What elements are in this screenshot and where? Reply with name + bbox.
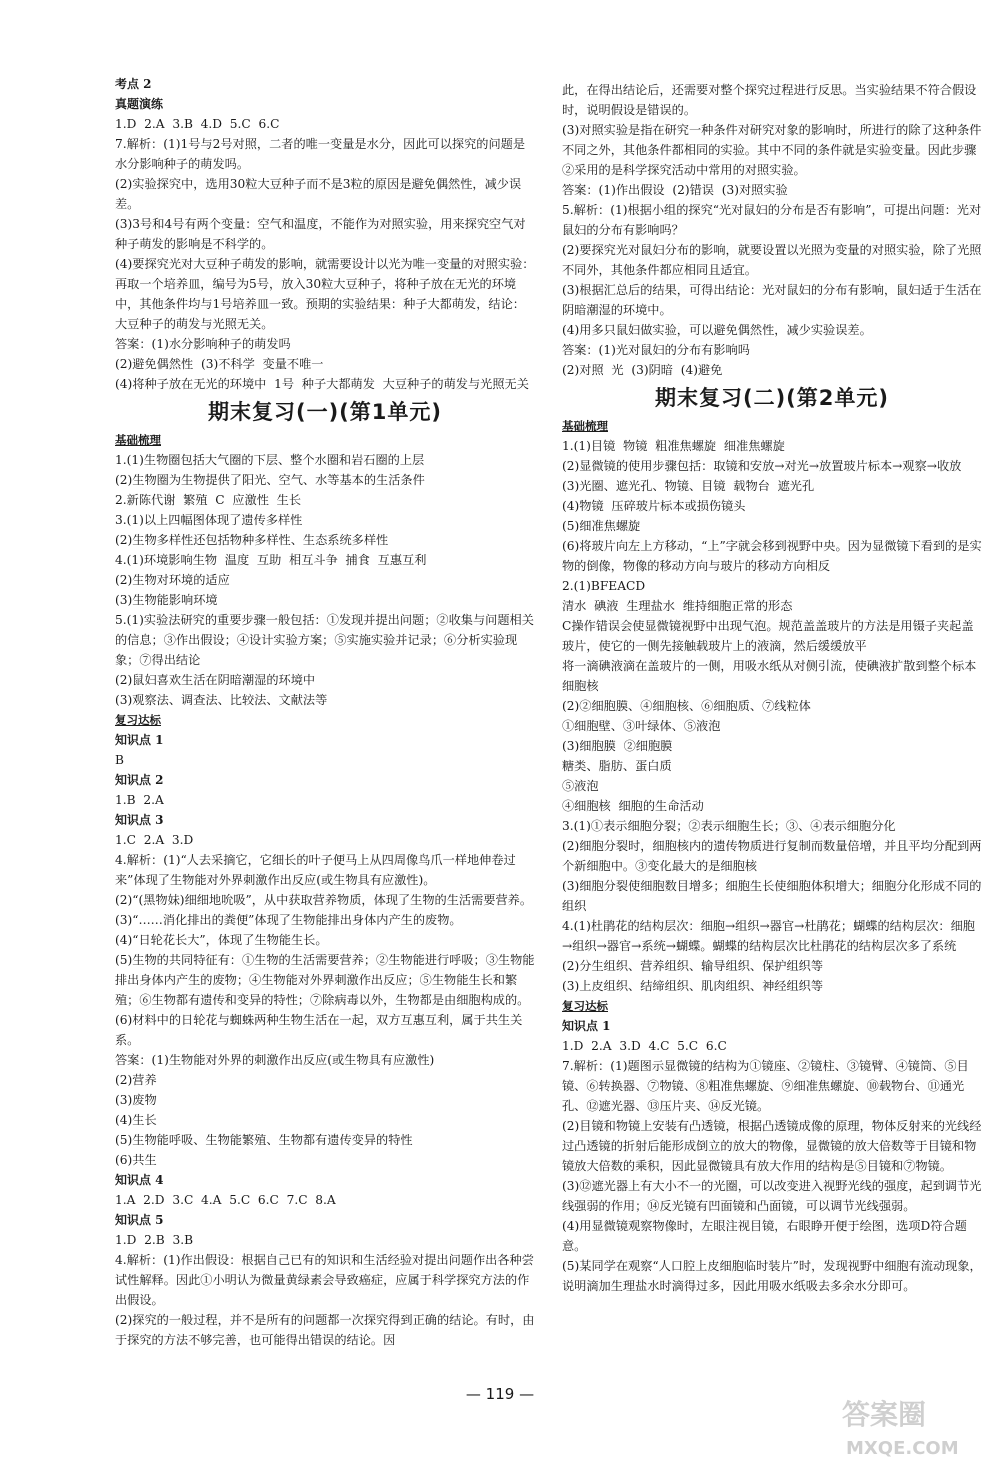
left-column xyxy=(115,74,535,1350)
text-line: (6)共生 xyxy=(115,1153,157,1167)
text-line: (2)对照 光 (3)阴暗 (4)避免 xyxy=(562,363,723,377)
text-line: (2)目镜和物镜上安装有凸透镜，根据凸透镜成像的原理，物体反射来的光线经过凸透镜的折射后能形成倒立的放大的物像，显微镜的放大倍数等于目镜和物镜放大倍数的乘积，因此显微镜具有放大作用的结构是⑤目镜和⑦物镜。 xyxy=(562,1119,982,1173)
text-line: 4.解析：(1)作出假设：根据自己已有的知识和生活经验对提出问题作出各种尝试性解释。因此①小明认为微量黄绿素会导致癌症，应属于科学探究方法的作出假设。 xyxy=(115,1253,534,1307)
knowledge-point-heading: 知识点 2 xyxy=(115,773,164,787)
text-line: (4)生长 xyxy=(115,1113,157,1127)
text-line: (2)避免偶然性 (3)不科学 变量不唯一 xyxy=(115,357,324,371)
text-line: 答案：(1)光对鼠妇的分布有影响吗 xyxy=(562,343,750,357)
text-line: (3)⑫遮光器上有大小不一的光圈，可以改变进入视野光线的强度，起到调节光线强弱的作用；⑭反光镜有凹面镜和凸面镜，可以调节光线强弱。 xyxy=(562,1179,982,1213)
text-line: 1.(1)生物圈包括大气圈的下层、整个水圈和岩石圈的上层 xyxy=(115,453,425,467)
text-line: (4)“日轮花长大”，体现了生物能生长。 xyxy=(115,933,328,947)
text-line: 将一滴碘液滴在盖玻片的一侧，用吸水纸从对侧引流，使碘液扩散到整个标本 细胞核 xyxy=(562,659,985,693)
text-line: (3)废物 xyxy=(115,1093,157,1107)
knowledge-point-heading: 知识点 1 xyxy=(562,1019,611,1033)
text-line: (2)鼠妇喜欢生活在阴暗潮湿的环境中 xyxy=(115,673,316,687)
watermark-text: 答案圈 xyxy=(842,1398,927,1431)
text-line: 4.(1)杜鹃花的结构层次：细胞→组织→器官→杜鹃花；蝴蝶的结构层次：细胞→组织→器官→系统→蝴蝶。蝴蝶的结构层次比杜鹃花的结构层次多了系统 xyxy=(562,919,975,953)
subsection-heading: 复习达标 xyxy=(115,713,161,727)
section-title: 期末复习(一)(第1单元) xyxy=(207,400,442,424)
knowledge-point-heading: 知识点 4 xyxy=(115,1173,164,1187)
text-line: 1.D 2.A 3.B 4.D 5.C 6.C xyxy=(115,117,280,131)
text-line: (3)细胞分裂使细胞数目增多；细胞生长使细胞体积增大；细胞分化形成不同的组织 xyxy=(562,879,982,913)
text-line: (2)要探究光对鼠妇分布的影响，就要设置以光照为变量的对照实验，除了光照不同外，其他条件都应相同且适宜。 xyxy=(562,243,982,277)
text-line: (4)要探究光对大豆种子萌发的影响，就需要设计以光为唯一变量的对照实验：再取一个培养皿，编号为5号，放入30粒大豆种子，将种子放在无光的环境中，其他条件均与1号培养皿一致。预期的实验结果：种子大都萌发，结论：大豆种子的萌发与光照无关。 xyxy=(115,257,535,331)
knowledge-point-heading: 知识点 5 xyxy=(115,1213,164,1227)
text-line: 1.A 2.D 3.C 4.A 5.C 6.C 7.C 8.A xyxy=(115,1193,336,1207)
text-line: (4)将种子放在无光的环境中 1号 种子大都萌发 大豆种子的萌发与光照无关 xyxy=(115,377,529,391)
text-line: (2)生物多样性还包括物种多样性、生态系统多样性 xyxy=(115,533,389,547)
text-line: (2)营养 xyxy=(115,1073,157,1087)
text-line: 2.新陈代谢 繁殖 C 应激性 生长 xyxy=(115,493,302,507)
page-number: — 119 — xyxy=(465,1385,535,1403)
knowledge-point-heading: 考点 2 xyxy=(115,77,152,91)
text-line: (5)生物能呼吸、生物能繁殖、生物都有遗传变异的特性 xyxy=(115,1133,413,1147)
text-line: (4)用显微镜观察物像时，左眼注视目镜，右眼睁开便于绘图，选项D符合题意。 xyxy=(562,1219,967,1253)
text-line: 3.(1)以上四幅图体现了遗传多样性 xyxy=(115,513,303,527)
text-line: (2)细胞分裂时，细胞核内的遗传物质进行复制而数量倍增，并且平均分配到两个新细胞中。③变化最大的是细胞核 xyxy=(562,839,982,873)
text-line: ①细胞壁、③叶绿体、⑤液泡 xyxy=(562,719,721,733)
text-line: (2)分生组织、营养组织、输导组织、保护组织等 xyxy=(562,959,824,973)
text-line: (5)生物的共同特征有：①生物的生活需要营养；②生物能进行呼吸；③生物能排出身体内产生的废物；④生物能对外界刺激作出反应；⑤生物能生长和繁殖；⑥生物都有遗传和变异的特性；⑦除病毒以外，生物都是由细胞构成的。 xyxy=(115,953,535,1007)
knowledge-point-heading: 真题演练 xyxy=(115,97,164,111)
text-line: ⑤液泡 xyxy=(562,779,599,793)
text-line: (4)用多只鼠妇做实验，可以避免偶然性，减少实验误差。 xyxy=(562,323,872,337)
text-line: (6)将玻片向左上方移动，“上”字就会移到视野中央。因为显微镜下看到的是实物的倒像，物像的移动方向与玻片的移动方向相反 xyxy=(562,539,982,573)
text-line: (6)材料中的日轮花与蜘蛛两种生物生活在一起，双方互惠互利，属于共生关系。 xyxy=(115,1013,523,1047)
text-line: (3)光圈、遮光孔、物镜、目镜 载物台 遮光孔 xyxy=(562,479,815,493)
text-line: 清水 碘液 生理盐水 维持细胞正常的形态 xyxy=(562,599,793,613)
knowledge-point-heading: 知识点 1 xyxy=(115,733,164,747)
text-line: 3.(1)①表示细胞分裂；②表示细胞生长；③、④表示细胞分化 xyxy=(562,819,896,833)
text-line: B xyxy=(115,753,124,767)
text-line: 4.解析：(1)“人去采摘它，它细长的叶子便马上从四周像鸟爪一样地伸卷过来”体现了生物能对外界刺激作出反应(或生物具有应激性)。 xyxy=(115,853,516,887)
subsection-heading: 复习达标 xyxy=(562,999,608,1013)
text-line: 1.D 2.B 3.B xyxy=(115,1233,194,1247)
text-line: 2.(1)BFEACD xyxy=(562,579,646,593)
text-line: (2)生物圈为生物提供了阳光、空气、水等基本的生活条件 xyxy=(115,473,425,487)
text-line: C操作错误会使显微镜视野中出现气泡。规范盖盖玻片的方法是用镊子夹起盖玻片，使它的一侧先接触载玻片上的液滴，然后缓缓放平 xyxy=(562,619,974,653)
text-line: (3)对照实验是指在研究一种条件对研究对象的影响时，所进行的除了这种条件不同之外，其他条件都相同的实验。其中不同的条件就是实验变量。因此步骤②采用的是科学探究活动中常用的对照实验。 xyxy=(562,123,982,177)
text-line: (3)根据汇总后的结果，可得出结论：光对鼠妇的分布有影响，鼠妇适于生活在阴暗潮湿的环境中。 xyxy=(562,283,982,317)
subsection-heading: 基础梳理 xyxy=(562,419,608,433)
text-line: (3)生物能影响环境 xyxy=(115,593,218,607)
text-line: (2)“(黑物妹)细细地吮吸”，从中获取营养物质，体现了生物的生活需要营养。 xyxy=(115,893,533,907)
text-line: 1.C 2.A 3.D xyxy=(115,833,194,847)
text-line: 1.D 2.A 3.D 4.C 5.C 6.C xyxy=(562,1039,727,1053)
text-line: 糖类、脂肪、蛋白质 xyxy=(562,759,672,773)
text-line: ④细胞核 细胞的生命活动 xyxy=(562,799,704,813)
text-line: 4.(1)环境影响生物 温度 互助 相互斗争 捕食 互惠互利 xyxy=(115,553,427,567)
text-line: 1.B 2.A xyxy=(115,793,164,807)
text-line: 7.解析：(1)题图示显微镜的结构为①镜座、②镜柱、③镜臂、④镜筒、⑤目镜、⑥转换器、⑦物镜、⑧粗准焦螺旋、⑨细准焦螺旋、⑩载物台、⑪通光孔、⑫遮光器、⑬压片夹、⑭反光镜。 xyxy=(562,1059,969,1113)
text-line: (2)探究的一般过程，并不是所有的问题都一次探究得到正确的结论。有时，由于探究的方法不够完善，也可能得出错误的结论。因 xyxy=(115,1313,535,1347)
text-line: (2)生物对环境的适应 xyxy=(115,573,230,587)
text-line: (3)观察法、调查法、比较法、文献法等 xyxy=(115,693,328,707)
text-line: (5)某同学在观察“人口腔上皮细胞临时装片”时，发现视野中细胞有流动现象，说明滴加生理盐水时滴得过多，因此用吸水纸吸去多余水分即可。 xyxy=(562,1259,982,1293)
text-line: (3)上皮组织、结缔组织、肌肉组织、神经组织等 xyxy=(562,979,824,993)
text-line: (3)3号和4号有两个变量：空气和温度，不能作为对照实验，用来探究空气对种子萌发的影响是不科学的。 xyxy=(115,217,526,251)
text-line: 答案：(1)作出假设 (2)错误 (3)对照实验 xyxy=(562,183,788,197)
text-line: (2)显微镜的使用步骤包括：取镜和安放→对光→放置玻片标本→观察→收放 xyxy=(562,459,962,473)
text-line: 7.解析：(1)1号与2号对照，二者的唯一变量是水分，因此可以探究的问题是水分影响种子的萌发吗。 xyxy=(115,137,526,171)
section-title: 期末复习(二)(第2单元) xyxy=(654,386,889,410)
text-line: 5.(1)实验法研究的重要步骤一般包括：①发现并提出问题；②收集与问题相关的信息；③作出假设；④设计实验方案；⑤实施实验并记录；⑥分析实验现象；⑦得出结论 xyxy=(115,613,534,667)
text-line: 答案：(1)生物能对外界的刺激作出反应(或生物具有应激性) xyxy=(115,1053,435,1067)
text-line: (5)细准焦螺旋 xyxy=(562,519,641,533)
watermark-url: MXQE.COM xyxy=(846,1438,959,1459)
text-line: 此，在得出结论后，还需要对整个探究过程进行反思。当实验结果不符合假设时，说明假设是错误的。 xyxy=(562,83,977,117)
text-line: 1.(1)目镜 物镜 粗准焦螺旋 细准焦螺旋 xyxy=(562,439,785,453)
text-line: (3)“……消化排出的粪便”体现了生物能排出身体内产生的废物。 xyxy=(115,913,462,927)
knowledge-point-heading: 知识点 3 xyxy=(115,813,164,827)
right-column xyxy=(562,80,985,1296)
text-line: (2)②细胞膜、④细胞核、⑥细胞质、⑦线粒体 xyxy=(562,699,811,713)
text-line: (2)实验探究中，选用30粒大豆种子而不是3粒的原因是避免偶然性，减少误差。 xyxy=(115,177,522,211)
text-line: (3)细胞膜 ②细胞膜 xyxy=(562,739,673,753)
text-line: 答案：(1)水分影响种子的萌发吗 xyxy=(115,337,291,351)
text-line: (4)物镜 压碎玻片标本或损伤镜头 xyxy=(562,499,746,513)
watermark-logo xyxy=(838,1392,988,1462)
subsection-heading: 基础梳理 xyxy=(115,433,161,447)
text-line: 5.解析：(1)根据小组的探究“光对鼠妇的分布是否有影响”，可提出问题：光对鼠妇的分布有影响吗？ xyxy=(562,203,982,237)
